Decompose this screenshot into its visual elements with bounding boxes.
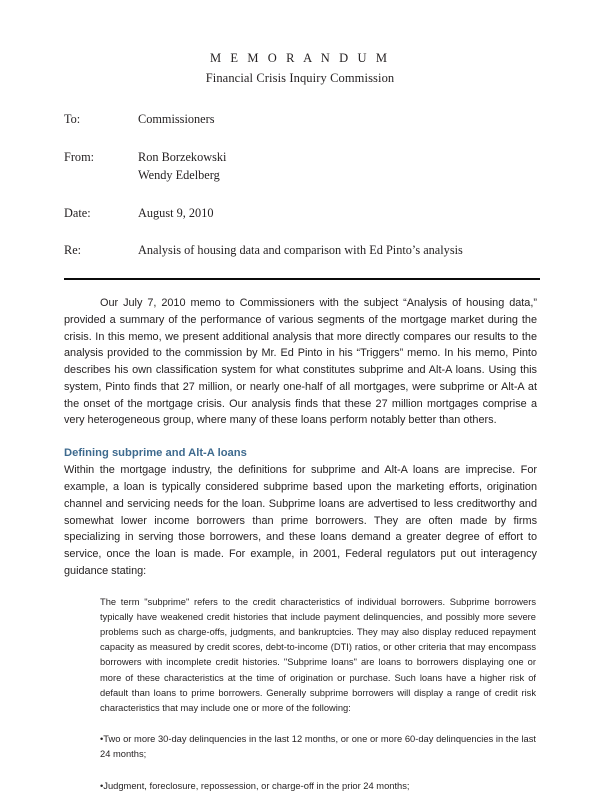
field-row-from — [0, 149, 600, 184]
document-subtitle: Financial Crisis Inquiry Commission — [205, 70, 395, 85]
document-title: M E M O R A N D U M — [209, 51, 391, 65]
field-value-from — [138, 149, 226, 184]
field-label-date: Date: — [64, 206, 91, 221]
field-row-to — [0, 111, 600, 128]
document-body — [0, 295, 600, 794]
quotation-block — [64, 595, 537, 794]
quotation-paragraph: The term "subprime" refers to the credit characteristics of individual borrowers. Subprime borrowers typically have weakened credit histories that include payment delinquencies, and possibly more severe problems such as charge-offs, judgments, and bankruptcies. They may also display reduced repayment capacity as measured by credit scores, debt-to-income (DTI) ratios, or other criteria that may encompass borrowers with incomplete credit histories. "Subprime loans" are loans to borrowers displaying one or more of these characteristics at the time of origination or purchase. Such loans have a higher risk of default than loans to prime borrowers. Generally subprime borrowers will display a range of credit risk characteristics that may include one or more of the following: — [100, 596, 536, 714]
field-value-date: August 9, 2010 — [138, 206, 214, 221]
memo-fields — [0, 111, 600, 259]
field-value-from-line1: Ron Borzekowski — [138, 150, 227, 165]
quotation-bullet-1: •Two or more 30-day delinquencies in the last 12 months, or one or more 60-day delinquencies in the last 24 months; — [100, 734, 536, 760]
body-paragraph-2: Within the mortgage industry, the definitions for subprime and Alt-A loans are imprecise. For example, a loan is typically considered subprime based upon the marketing efforts, origination channel and servicing needs for the loan. Subprime loans are advertised to less creditworthy and somewhat lower income borrowers than prime borrowers. They are often made by firms specializing in serving those borrowers, and these loans demand a greater degree of effort to service, once the loan is made. For example, in 2001, Federal regulators put out interagency guidance stating: — [64, 464, 537, 577]
field-value-re: Analysis of housing data and comparison with Ed Pinto’s analysis — [138, 242, 463, 257]
field-label-to: To: — [64, 112, 81, 126]
header-divider-wrapper — [0, 278, 600, 280]
body-paragraph-1: Our July 7, 2010 memo to Commissioners with the subject “Analysis of housing data,” provided a summary of the performance of various segments of the mortgage market during the crisis. In this memo, we present additional analysis that more directly compares our results to the analysis provided to the commission by Mr. Ed Pinto in his “Triggers” memo. In his memo, Pinto describes his own classification system for what constitutes subprime and Alt-A loans. Using this system, Pinto finds that 27 million, or nearly one-half of all mortgages, were subprime or Alt-A at the onset of the mortgage crisis. Our analysis finds that these 27 million mortgages comprise a very heterogeneous group, where many of these loans perform notably better than others. — [64, 297, 537, 427]
quotation-bullet-2: •Judgment, foreclosure, repossession, or charge-off in the prior 24 months; — [100, 780, 410, 791]
field-value-from-line2: Wendy Edelberg — [138, 167, 220, 182]
memo-header — [0, 0, 600, 84]
section-heading-defining-subprime: Defining subprime and Alt-A loans — [64, 447, 247, 460]
field-row-re — [0, 242, 600, 259]
field-row-date — [0, 205, 600, 222]
field-label-from: From: — [64, 150, 95, 165]
field-label-re: Re: — [64, 242, 82, 257]
header-divider — [64, 278, 540, 280]
field-value-to: Commissioners — [138, 112, 215, 126]
